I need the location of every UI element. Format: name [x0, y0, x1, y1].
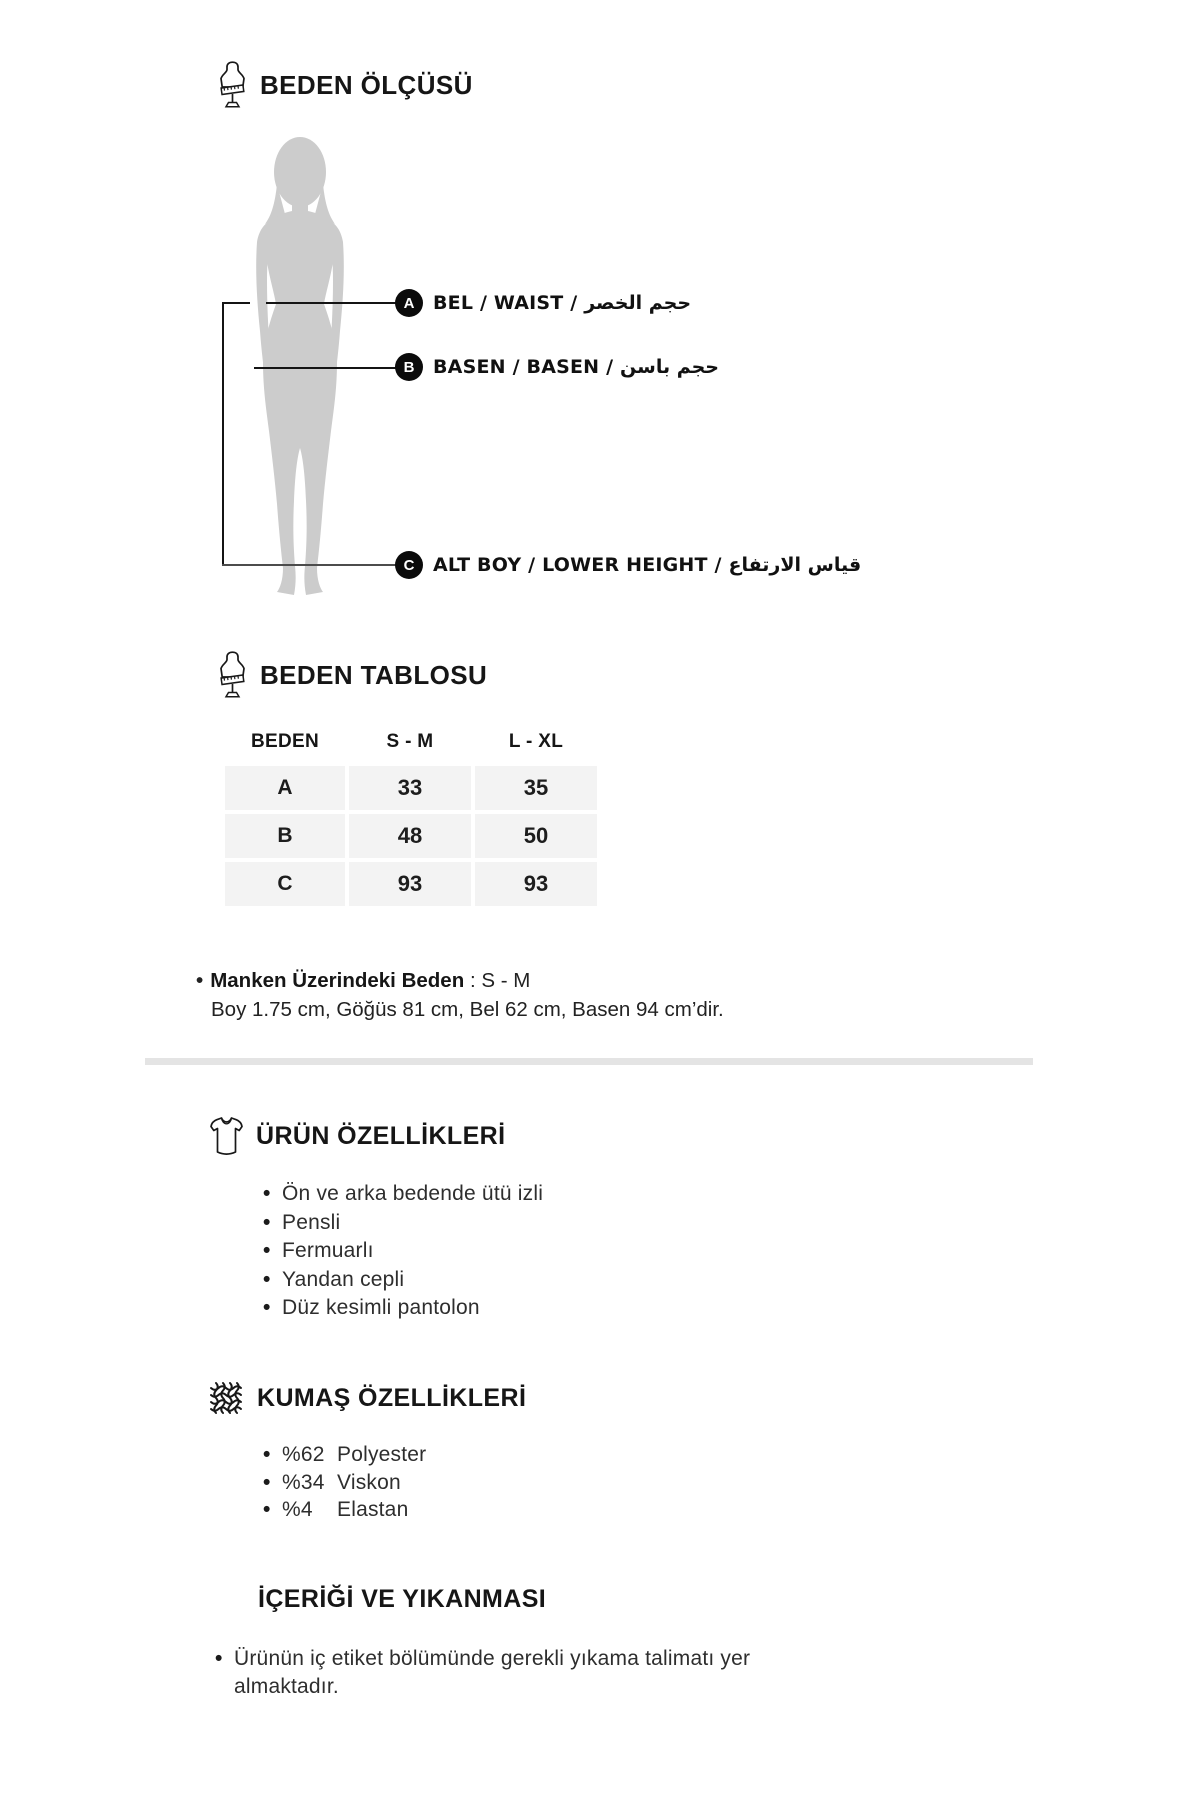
fabric-name: Viskon: [337, 1470, 401, 1494]
measure-line-c: [222, 564, 396, 566]
product-features-list: [263, 1180, 543, 1323]
list-item: • Pensli: [263, 1209, 543, 1238]
marker-a: A: [395, 289, 423, 317]
table-cell: 33: [349, 766, 471, 810]
table-header-cell: S - M: [386, 731, 434, 752]
list-item: • Ürünün iç etiket bölümünde gerekli yıkama talimatı yer almaktadır.: [215, 1645, 855, 1701]
fabric-composition-list: [263, 1441, 426, 1524]
list-item: • Ön ve arka bedende ütü izli: [263, 1180, 543, 1209]
list-item: • Düz kesimli pantolon: [263, 1294, 543, 1323]
section-title: BEDEN TABLOSU: [260, 659, 488, 690]
list-item: [263, 1496, 426, 1524]
measure-line-b: [254, 367, 396, 369]
fabric-name: Elastan: [337, 1498, 409, 1521]
table-row-label: C: [225, 862, 345, 906]
measure-label-waist: BEL / WAIST / حجم الخصر: [433, 292, 692, 314]
fabric-percent: %34: [282, 1470, 325, 1494]
list-item: • Yandan cepli: [263, 1266, 543, 1295]
list-item: [263, 1441, 426, 1469]
model-size-label: Manken Üzerindeki Beden: [210, 969, 465, 992]
section-title: ÜRÜN ÖZELLİKLERİ: [256, 1121, 506, 1150]
section-title: BEDEN ÖLÇÜSÜ: [260, 69, 473, 100]
mannequin-icon: [218, 651, 247, 699]
model-size-note: [196, 966, 996, 1024]
fabric-name: Polyester: [337, 1443, 427, 1466]
table-header-cell: BEDEN: [250, 731, 319, 752]
care-instructions-list: [215, 1645, 855, 1701]
fabric-percent: %4: [282, 1498, 313, 1521]
section-title: KUMAŞ ÖZELLİKLERİ: [257, 1383, 527, 1412]
measure-label-lower-height: ALT BOY / LOWER HEIGHT / قياس الارتفاع: [433, 554, 862, 576]
list-item: • Fermuarlı: [263, 1237, 543, 1266]
tshirt-icon: [210, 1116, 243, 1156]
section-fabric-features-header: [208, 1376, 526, 1420]
size-table: [225, 722, 597, 906]
section-size-table-header: [218, 650, 487, 700]
measure-line-a: [266, 302, 396, 304]
model-measurements: Boy 1.75 cm, Göğüs 81 cm, Bel 62 cm, Basen 94 cm’dir.: [211, 998, 724, 1021]
table-cell: 48: [349, 814, 471, 858]
table-cell: 93: [349, 862, 471, 906]
table-header-cell: L - XL: [508, 731, 564, 752]
table-row-label: A: [225, 766, 345, 810]
marker-c: C: [395, 551, 423, 579]
model-size-line: [196, 966, 996, 995]
bracket-tick-top: [222, 302, 250, 304]
fabric-percent: %62: [282, 1443, 325, 1466]
section-care-title: İÇERİĞİ VE YIKANMASI: [258, 1585, 547, 1613]
mannequin-icon: [218, 61, 247, 109]
section-product-features-header: [210, 1114, 505, 1158]
table-cell: 50: [475, 814, 597, 858]
bullet-dot: •: [196, 969, 204, 992]
measure-label-hips: BASEN / BASEN / حجم باسن: [433, 356, 719, 378]
table-cell: 35: [475, 766, 597, 810]
measure-bracket: [222, 302, 224, 566]
list-item: [263, 1469, 426, 1497]
fabric-weave-icon: [208, 1380, 244, 1416]
table-cell: 93: [475, 862, 597, 906]
marker-b: B: [395, 353, 423, 381]
section-divider: [145, 1058, 1033, 1065]
section-size-measure-header: [218, 60, 473, 110]
model-size-value: : S - M: [469, 969, 531, 992]
body-silhouette: [233, 136, 367, 603]
table-row-label: B: [225, 814, 345, 858]
